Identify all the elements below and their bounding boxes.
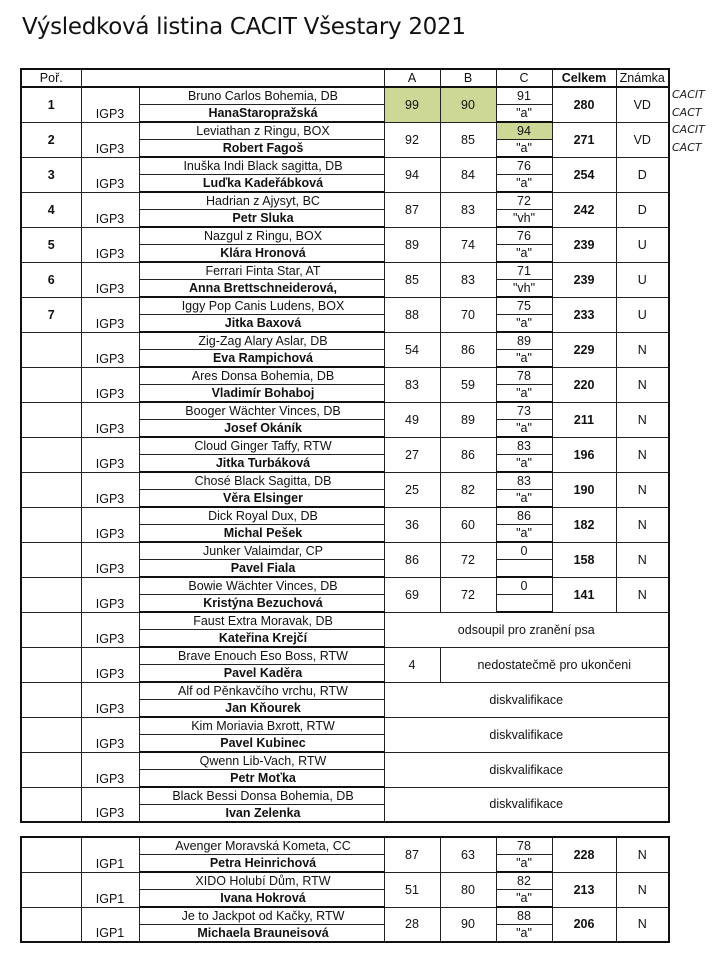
- score-b: 85: [440, 122, 496, 157]
- placement: [21, 507, 81, 542]
- grade: N: [616, 402, 669, 437]
- handler-name: Věra Elsinger: [139, 490, 384, 508]
- header-c: C: [496, 69, 552, 87]
- total-score: 233: [552, 297, 616, 332]
- score-c-rating: "a": [496, 315, 552, 333]
- score-c: 83: [496, 437, 552, 455]
- entry-row-dog: [21, 122, 669, 140]
- score-c-rating: "a": [496, 245, 552, 263]
- score-c: 76: [496, 157, 552, 175]
- exam-class: IGP3: [81, 402, 139, 437]
- placement: [21, 647, 81, 682]
- result-note: diskvalifikace: [384, 752, 669, 787]
- handler-name: Jitka Baxová: [139, 315, 384, 333]
- handler-name: Anna Brettschneiderová,: [139, 280, 384, 298]
- score-c-rating: "a": [496, 525, 552, 543]
- grade: N: [616, 837, 669, 872]
- title-award: CACIT: [672, 88, 705, 101]
- dog-name: Avenger Moravská Kometa, CC: [139, 837, 384, 855]
- grade: N: [616, 577, 669, 612]
- dog-name: Junker Valaimdar, CP: [139, 542, 384, 560]
- total-score: 213: [552, 872, 616, 907]
- exam-class: IGP3: [81, 227, 139, 262]
- score-c-rating: "a": [496, 420, 552, 438]
- placement: [21, 402, 81, 437]
- entry-row-dog: [21, 612, 669, 630]
- score-a: 92: [384, 122, 440, 157]
- entry-row-dog: [21, 837, 669, 855]
- dog-name: Bowie Wächter Vinces, DB: [139, 577, 384, 595]
- dog-name: Chosé Black Sagitta, DB: [139, 472, 384, 490]
- placement: 2: [21, 122, 81, 157]
- exam-class: IGP3: [81, 542, 139, 577]
- total-score: 280: [552, 87, 616, 122]
- result-note: diskvalifikace: [384, 717, 669, 752]
- exam-class: IGP1: [81, 907, 139, 942]
- score-b: 80: [440, 872, 496, 907]
- entry-row-dog: [21, 402, 669, 420]
- handler-name: Eva Rampichová: [139, 350, 384, 368]
- entry-row-dog: [21, 647, 669, 665]
- dog-name: Ferrari Finta Star, AT: [139, 262, 384, 280]
- handler-name: Robert Fagoš: [139, 140, 384, 158]
- total-score: 141: [552, 577, 616, 612]
- dog-name: Booger Wächter Vinces, DB: [139, 402, 384, 420]
- score-c-rating: "a": [496, 455, 552, 473]
- score-b: 82: [440, 472, 496, 507]
- exam-class: IGP3: [81, 647, 139, 682]
- entry-row-dog: [21, 227, 669, 245]
- grade: N: [616, 332, 669, 367]
- score-c-rating: [496, 595, 552, 613]
- score-b: 90: [440, 87, 496, 122]
- dog-name: Iggy Pop Canis Ludens, BOX: [139, 297, 384, 315]
- page-title: Výsledková listina CACIT Všestary 2021: [22, 14, 466, 40]
- score-b: 63: [440, 837, 496, 872]
- score-b: 59: [440, 367, 496, 402]
- grade: N: [616, 437, 669, 472]
- score-c-rating: "a": [496, 175, 552, 193]
- total-score: 271: [552, 122, 616, 157]
- placement: [21, 332, 81, 367]
- grade: U: [616, 297, 669, 332]
- score-c-rating: "a": [496, 350, 552, 368]
- dog-name: Leviathan z Ringu, BOX: [139, 122, 384, 140]
- entry-row-dog: [21, 507, 669, 525]
- grade: U: [616, 262, 669, 297]
- placement: [21, 472, 81, 507]
- header-competitor: [81, 69, 384, 87]
- dog-name: Bruno Carlos Bohemia, DB: [139, 87, 384, 105]
- dog-name: Hadrian z Ajysyt, BC: [139, 192, 384, 210]
- score-c-rating: "a": [496, 855, 552, 873]
- dog-name: Qwenn Lib-Vach, RTW: [139, 752, 384, 770]
- score-a: 85: [384, 262, 440, 297]
- score-b: 72: [440, 577, 496, 612]
- entry-row-dog: [21, 192, 669, 210]
- entry-row-dog: [21, 787, 669, 805]
- grade: N: [616, 542, 669, 577]
- score-c: 88: [496, 907, 552, 925]
- score-a: 49: [384, 402, 440, 437]
- score-c: 86: [496, 507, 552, 525]
- score-c: 73: [496, 402, 552, 420]
- entry-row-dog: [21, 872, 669, 890]
- score-c: 91: [496, 87, 552, 105]
- score-b: 60: [440, 507, 496, 542]
- header-grade: Známka: [616, 69, 669, 87]
- exam-class: IGP3: [81, 262, 139, 297]
- handler-name: Klára Hronová: [139, 245, 384, 263]
- dog-name: Kim Moriavia Bxrott, RTW: [139, 717, 384, 735]
- placement: [21, 367, 81, 402]
- grade: D: [616, 157, 669, 192]
- placement: [21, 577, 81, 612]
- grade: VD: [616, 122, 669, 157]
- total-score: 196: [552, 437, 616, 472]
- entry-row-dog: [21, 367, 669, 385]
- score-a: 94: [384, 157, 440, 192]
- placement: 5: [21, 227, 81, 262]
- exam-class: IGP3: [81, 752, 139, 787]
- placement: [21, 787, 81, 822]
- results-table-igp3: [20, 68, 670, 823]
- dog-name: Brave Enouch Eso Boss, RTW: [139, 647, 384, 665]
- placement: [21, 542, 81, 577]
- score-c: 94: [496, 122, 552, 140]
- header-position: Poř.: [21, 69, 81, 87]
- dog-name: Inuška Indi Black sagitta, DB: [139, 157, 384, 175]
- handler-name: Michal Pešek: [139, 525, 384, 543]
- header-total: Celkem: [552, 69, 616, 87]
- score-a: 54: [384, 332, 440, 367]
- handler-name: Kristýna Bezuchová: [139, 595, 384, 613]
- entry-row-dog: [21, 332, 669, 350]
- entry-row-dog: [21, 297, 669, 315]
- score-a: 27: [384, 437, 440, 472]
- handler-name: Michaela Brauneisová: [139, 925, 384, 943]
- total-score: 211: [552, 402, 616, 437]
- total-score: 242: [552, 192, 616, 227]
- handler-name: HanaStaropražská: [139, 105, 384, 123]
- result-note: odsoupil pro zranění psa: [384, 612, 669, 647]
- handler-name: Jan Kňourek: [139, 700, 384, 718]
- score-a: 99: [384, 87, 440, 122]
- placement: [21, 907, 81, 942]
- placement: 3: [21, 157, 81, 192]
- exam-class: IGP3: [81, 87, 139, 122]
- total-score: 228: [552, 837, 616, 872]
- dog-name: Cloud Ginger Taffy, RTW: [139, 437, 384, 455]
- grade: U: [616, 227, 669, 262]
- score-c: 75: [496, 297, 552, 315]
- score-a: 87: [384, 192, 440, 227]
- score-b: 70: [440, 297, 496, 332]
- score-c-rating: "vh": [496, 210, 552, 228]
- score-b: 89: [440, 402, 496, 437]
- score-a: 83: [384, 367, 440, 402]
- placement: [21, 437, 81, 472]
- placement: 7: [21, 297, 81, 332]
- total-score: 239: [552, 262, 616, 297]
- exam-class: IGP3: [81, 717, 139, 752]
- score-a: 28: [384, 907, 440, 942]
- entry-row-dog: [21, 577, 669, 595]
- score-b: 74: [440, 227, 496, 262]
- score-c-rating: "a": [496, 140, 552, 158]
- dog-name: Dick Royal Dux, DB: [139, 507, 384, 525]
- entry-row-dog: [21, 907, 669, 925]
- exam-class: IGP3: [81, 472, 139, 507]
- grade: D: [616, 192, 669, 227]
- total-score: 206: [552, 907, 616, 942]
- score-c: 83: [496, 472, 552, 490]
- handler-name: Kateřina Krejčí: [139, 630, 384, 648]
- result-note: diskvalifikace: [384, 787, 669, 822]
- exam-class: IGP3: [81, 577, 139, 612]
- entry-row-dog: [21, 542, 669, 560]
- entry-row-dog: [21, 157, 669, 175]
- score-b: 72: [440, 542, 496, 577]
- total-score: 229: [552, 332, 616, 367]
- score-c: 89: [496, 332, 552, 350]
- result-note: nedostatečmě pro ukončeni: [440, 647, 669, 682]
- total-score: 220: [552, 367, 616, 402]
- placement: [21, 872, 81, 907]
- score-a: 87: [384, 837, 440, 872]
- handler-name: Jitka Turbáková: [139, 455, 384, 473]
- score-a: 51: [384, 872, 440, 907]
- score-a: 4: [384, 647, 440, 682]
- handler-name: Pavel Fiala: [139, 560, 384, 578]
- dog-name: Faust Extra Moravak, DB: [139, 612, 384, 630]
- grade: N: [616, 872, 669, 907]
- score-b: 83: [440, 192, 496, 227]
- placement: 1: [21, 87, 81, 122]
- entry-row-dog: [21, 87, 669, 105]
- dog-name: Je to Jackpot od Kačky, RTW: [139, 907, 384, 925]
- handler-name: Ivana Hokrová: [139, 890, 384, 908]
- grade: N: [616, 907, 669, 942]
- grade: N: [616, 472, 669, 507]
- grade: N: [616, 367, 669, 402]
- score-a: 25: [384, 472, 440, 507]
- score-a: 89: [384, 227, 440, 262]
- score-c: 76: [496, 227, 552, 245]
- dog-name: Ares Donsa Bohemia, DB: [139, 367, 384, 385]
- dog-name: Black Bessi Donsa Bohemia, DB: [139, 787, 384, 805]
- score-b: 86: [440, 437, 496, 472]
- score-c: 82: [496, 872, 552, 890]
- placement: [21, 717, 81, 752]
- dog-name: Zig-Zag Alary Aslar, DB: [139, 332, 384, 350]
- score-c: 0: [496, 542, 552, 560]
- dog-name: Alf od Pěnkavčího vrchu, RTW: [139, 682, 384, 700]
- exam-class: IGP3: [81, 192, 139, 227]
- header-row: [21, 69, 669, 87]
- exam-class: IGP3: [81, 612, 139, 647]
- score-c-rating: "a": [496, 890, 552, 908]
- placement: [21, 837, 81, 872]
- title-award: CACT: [672, 105, 702, 119]
- entry-row-dog: [21, 472, 669, 490]
- results-table-igp1: [20, 836, 670, 943]
- score-c-rating: [496, 560, 552, 578]
- score-b: 84: [440, 157, 496, 192]
- handler-name: Pavel Kubinec: [139, 735, 384, 753]
- score-b: 90: [440, 907, 496, 942]
- exam-class: IGP3: [81, 157, 139, 192]
- total-score: 158: [552, 542, 616, 577]
- score-a: 69: [384, 577, 440, 612]
- score-c-rating: "a": [496, 105, 552, 123]
- header-a: A: [384, 69, 440, 87]
- placement: 6: [21, 262, 81, 297]
- handler-name: Vladimír Bohaboj: [139, 385, 384, 403]
- placement: [21, 612, 81, 647]
- grade: VD: [616, 87, 669, 122]
- handler-name: Petra Heinrichová: [139, 855, 384, 873]
- handler-name: Ivan Zelenka: [139, 805, 384, 823]
- handler-name: Luďka Kadeřábková: [139, 175, 384, 193]
- total-score: 182: [552, 507, 616, 542]
- grade: N: [616, 507, 669, 542]
- score-b: 83: [440, 262, 496, 297]
- handler-name: Petr Moťka: [139, 770, 384, 788]
- entry-row-dog: [21, 262, 669, 280]
- handler-name: Josef Okáník: [139, 420, 384, 438]
- entry-row-dog: [21, 752, 669, 770]
- score-c-rating: "vh": [496, 280, 552, 298]
- score-a: 36: [384, 507, 440, 542]
- placement: [21, 752, 81, 787]
- entry-row-dog: [21, 717, 669, 735]
- exam-class: IGP3: [81, 787, 139, 822]
- score-c-rating: "a": [496, 385, 552, 403]
- exam-class: IGP3: [81, 437, 139, 472]
- total-score: 254: [552, 157, 616, 192]
- handler-name: Petr Sluka: [139, 210, 384, 228]
- exam-class: IGP1: [81, 837, 139, 872]
- result-note: diskvalifikace: [384, 682, 669, 717]
- exam-class: IGP3: [81, 507, 139, 542]
- score-c: 78: [496, 367, 552, 385]
- entry-row-dog: [21, 437, 669, 455]
- score-c-rating: "a": [496, 925, 552, 943]
- exam-class: IGP3: [81, 332, 139, 367]
- placement: 4: [21, 192, 81, 227]
- entry-row-dog: [21, 682, 669, 700]
- score-a: 86: [384, 542, 440, 577]
- score-a: 88: [384, 297, 440, 332]
- score-b: 86: [440, 332, 496, 367]
- score-c: 71: [496, 262, 552, 280]
- score-c: 78: [496, 837, 552, 855]
- exam-class: IGP1: [81, 872, 139, 907]
- handler-name: Pavel Kaděra: [139, 665, 384, 683]
- score-c: 0: [496, 577, 552, 595]
- dog-name: Nazgul z Ringu, BOX: [139, 227, 384, 245]
- total-score: 239: [552, 227, 616, 262]
- score-c: 72: [496, 192, 552, 210]
- exam-class: IGP3: [81, 122, 139, 157]
- header-b: B: [440, 69, 496, 87]
- exam-class: IGP3: [81, 297, 139, 332]
- total-score: 190: [552, 472, 616, 507]
- exam-class: IGP3: [81, 682, 139, 717]
- title-award: CACT: [672, 140, 702, 154]
- placement: [21, 682, 81, 717]
- title-award: CACIT: [672, 123, 705, 136]
- exam-class: IGP3: [81, 367, 139, 402]
- dog-name: XIDO Holubí Dům, RTW: [139, 872, 384, 890]
- score-c-rating: "a": [496, 490, 552, 508]
